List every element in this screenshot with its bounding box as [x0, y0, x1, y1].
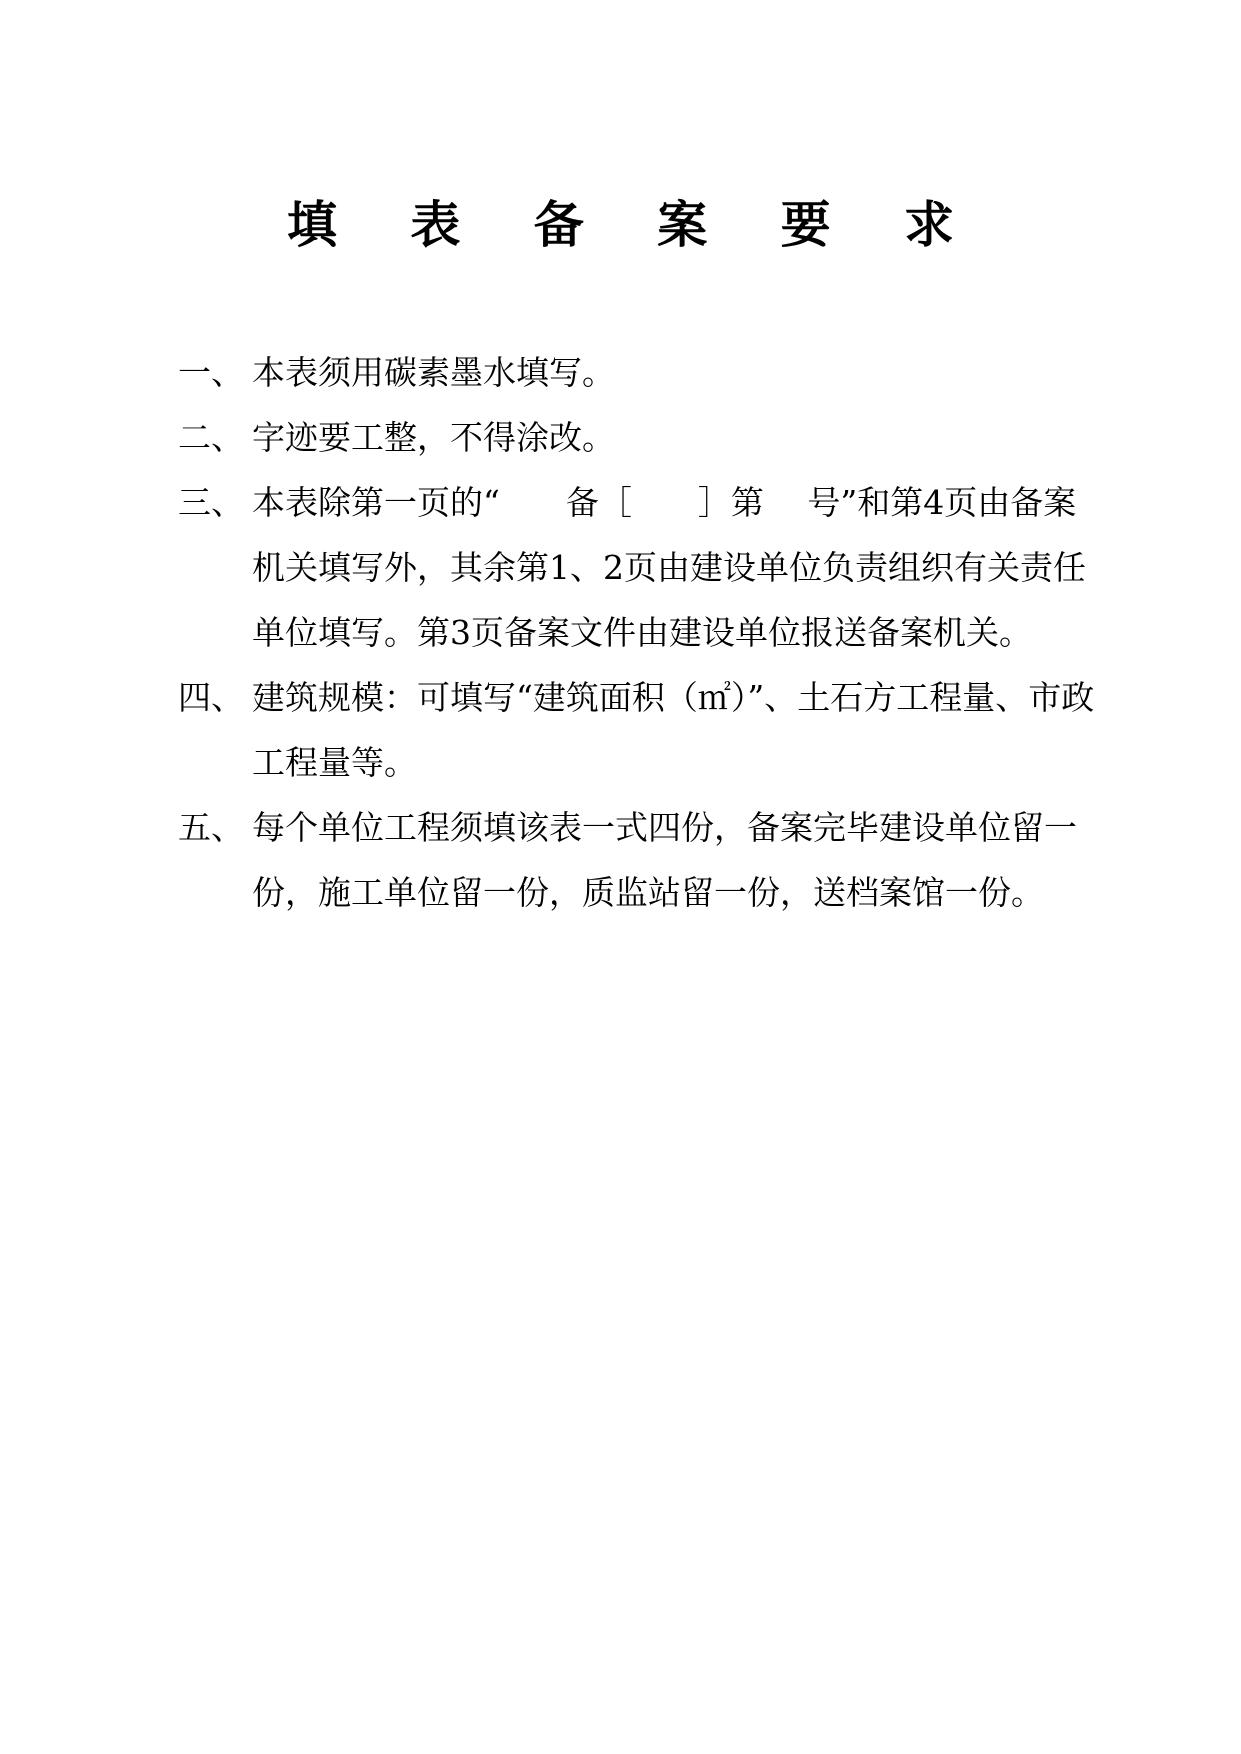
list-item [178, 340, 1098, 405]
list-item [178, 470, 1098, 665]
requirements-list [178, 340, 1098, 925]
item-text: 每个单位工程须填该表一式四份，备案完毕建设单位留一份，施工单位留一份，质监站留一份，送档案馆一份。 [252, 808, 1077, 912]
list-item [178, 405, 1098, 470]
item-number: 五、 [178, 808, 244, 847]
item-number: 一、 [178, 353, 244, 392]
item-text: 建筑规模：可填写“建筑面积（㎡）”、土石方工程量、市政工程量等。 [252, 678, 1095, 782]
item-number: 四、 [178, 678, 244, 717]
item-text: 本表须用碳素墨水填写。 [252, 353, 615, 392]
list-item [178, 665, 1098, 795]
item-number: 二、 [178, 418, 244, 457]
item-text: 本表除第一页的“ 备［ ］第 号”和第4页由备案机关填写外，其余第1、2页由建设单位负责组织有关责任单位填写。第3页备案文件由建设单位报送备案机关。 [252, 483, 1086, 652]
list-item [178, 795, 1098, 925]
item-number: 三、 [178, 483, 244, 522]
page-title: 填 表 备 案 要 求 [286, 196, 983, 254]
item-text: 字迹要工整，不得涂改。 [252, 418, 615, 457]
